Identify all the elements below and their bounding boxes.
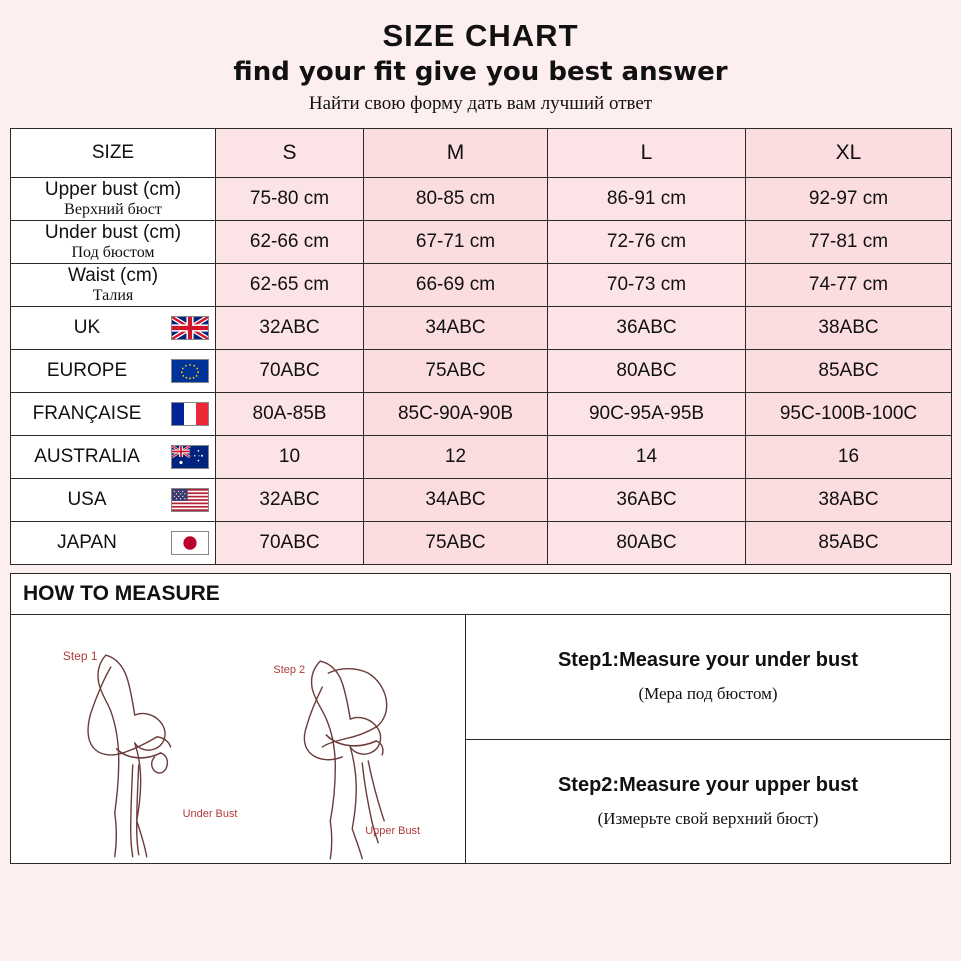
australia-flag-icon [171, 445, 209, 469]
cell-value: 62-65 cm [216, 264, 364, 307]
table-row [11, 436, 952, 479]
row-label-en: Under bust (cm) [44, 221, 182, 243]
step-1-text-ru: (Мера под бюстом) [638, 684, 778, 704]
cell-value: 80ABC [548, 350, 746, 393]
table-row [11, 350, 952, 393]
cell-value: 12 [364, 436, 548, 479]
cell-value: 75-80 cm [216, 178, 364, 221]
table-header-cell-l: L [548, 129, 746, 178]
cell-value: 86-91 cm [548, 178, 746, 221]
cell-value: 77-81 cm [746, 221, 952, 264]
row-label-ru: Под бюстом [71, 243, 155, 261]
table-row [11, 393, 952, 436]
cell-value: 72-76 cm [548, 221, 746, 264]
table-header-cell-xl: XL [746, 129, 952, 178]
row-label-ru: Талия [92, 286, 134, 304]
cell-value: 90C-95A-95B [548, 393, 746, 436]
cell-value: 85C-90A-90B [364, 393, 548, 436]
row-label-uk [11, 307, 216, 350]
cell-value: 75ABC [364, 522, 548, 565]
cell-value: 62-66 cm [216, 221, 364, 264]
row-label-under-bust [11, 221, 216, 264]
table-row [11, 522, 952, 565]
header-label: SIZE [91, 142, 135, 164]
measure-steps [466, 615, 950, 863]
step-1-text-en: Step1:Measure your under bust [557, 649, 859, 672]
table-row [11, 307, 952, 350]
table-header-cell-size [11, 129, 216, 178]
cell-value: 80ABC [548, 522, 746, 565]
cell-value: 38ABC [746, 479, 952, 522]
europe-flag-icon [171, 359, 209, 383]
row-label-en: Upper bust (cm) [44, 178, 182, 200]
row-label-waist [11, 264, 216, 307]
step2-illustration-caption: Step 2 [273, 664, 306, 677]
measurement-diagram-svg [11, 615, 465, 863]
cell-value: 80A-85B [216, 393, 364, 436]
how-to-measure-body [11, 615, 950, 863]
cell-value: 74-77 cm [746, 264, 952, 307]
cell-value: 10 [216, 436, 364, 479]
cell-value: 75ABC [364, 350, 548, 393]
row-label-francaise [11, 393, 216, 436]
cell-value: 70-73 cm [548, 264, 746, 307]
table-header-row [11, 129, 952, 178]
row-label-australia [11, 436, 216, 479]
cell-value: 38ABC [746, 307, 952, 350]
row-label-usa [11, 479, 216, 522]
page-subtitle-russian: Найти свою форму дать вам лучший ответ [308, 93, 653, 115]
row-label-europe [11, 350, 216, 393]
table-row [11, 178, 952, 221]
cell-value: 80-85 cm [364, 178, 548, 221]
row-label-en: EUROPE [46, 360, 128, 382]
cell-value: 70ABC [216, 350, 364, 393]
measure-step-2 [466, 740, 950, 864]
row-label-en: FRANÇAISE [32, 403, 142, 425]
how-to-measure-heading: HOW TO MEASURE [11, 574, 950, 615]
row-label-ru: Верхний бюст [64, 200, 162, 218]
cell-value: 67-71 cm [364, 221, 548, 264]
step-2-text-ru: (Измерьте свой верхний бюст) [597, 808, 819, 828]
cell-value: 32ABC [216, 307, 364, 350]
cell-value: 85ABC [746, 522, 952, 565]
table-row [11, 264, 952, 307]
usa-flag-icon [171, 488, 209, 512]
measure-step-1 [466, 615, 950, 740]
japan-flag-icon [171, 531, 209, 555]
cell-value: 95C-100B-100C [746, 393, 952, 436]
row-label-en: JAPAN [57, 532, 117, 554]
measurement-illustration [11, 615, 466, 863]
size-table [10, 128, 952, 565]
row-label-en: AUSTRALIA [34, 446, 140, 468]
page-title: SIZE CHART [382, 18, 579, 53]
page-subtitle: find your fit give you best answer [233, 56, 728, 87]
cell-value: 34ABC [364, 479, 548, 522]
table-header-cell-s: S [216, 129, 364, 178]
under-bust-caption: Under Bust [182, 807, 238, 820]
cell-value: 16 [746, 436, 952, 479]
table-header-cell-m: M [364, 129, 548, 178]
cell-value: 70ABC [216, 522, 364, 565]
upper-bust-caption: Upper Bust [365, 824, 421, 837]
cell-value: 36ABC [548, 307, 746, 350]
cell-value: 34ABC [364, 307, 548, 350]
step-2-text-en: Step2:Measure your upper bust [557, 773, 859, 796]
step1-illustration-caption: Step 1 [62, 649, 98, 664]
row-label-upper-bust [11, 178, 216, 221]
cell-value: 92-97 cm [746, 178, 952, 221]
row-label-japan [11, 522, 216, 565]
row-label-en: Waist (cm) [67, 264, 159, 286]
cell-value: 32ABC [216, 479, 364, 522]
row-label-en: USA [67, 489, 107, 511]
table-row [11, 221, 952, 264]
france-flag-icon [171, 402, 209, 426]
cell-value: 85ABC [746, 350, 952, 393]
cell-value: 36ABC [548, 479, 746, 522]
cell-value: 14 [548, 436, 746, 479]
page-header [10, 10, 951, 124]
how-to-measure-section [10, 573, 951, 864]
table-row [11, 479, 952, 522]
uk-flag-icon [171, 316, 209, 340]
row-label-en: UK [73, 317, 101, 339]
cell-value: 66-69 cm [364, 264, 548, 307]
